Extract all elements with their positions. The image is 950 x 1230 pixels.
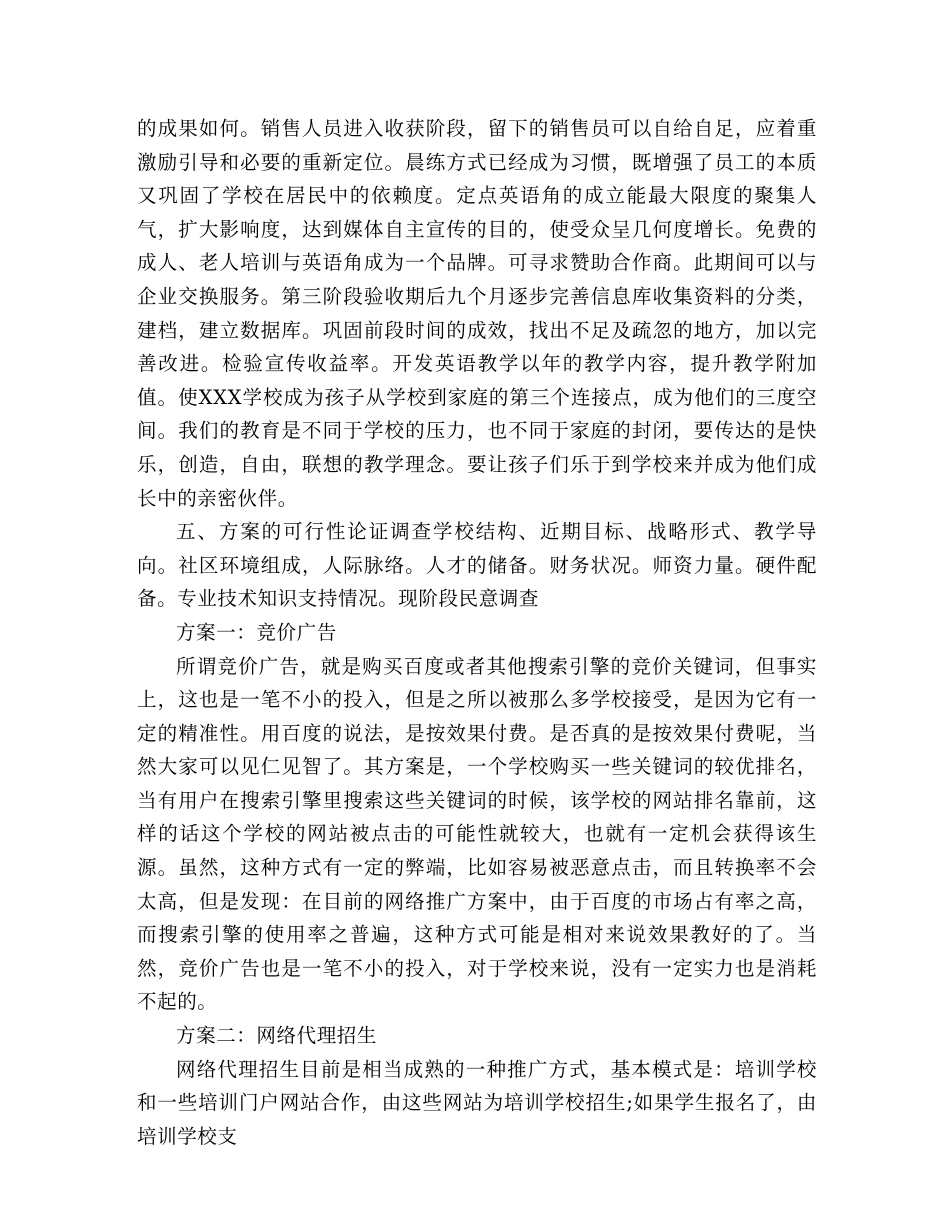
paragraph-feasibility: 五、方案的可行性论证调查学校结构、近期目标、战略形式、教学导向。社区环境组成，人际脉络。人才的储备。财务状况。师资力量。硬件配备。专业技术知识支持情况。现阶段民意调查 bbox=[137, 520, 817, 611]
paragraph-bidding-ads: 所谓竞价广告，就是购买百度或者其他搜索引擎的竞价关键词，但事实上，这也是一笔不小的投入，但是之所以被那么多学校接受，是因为它有一定的精准性。用百度的说法，是按效果付费。是否真的是按效果付费呢，当然大家可以见仁见智了。其方案是，一个学校购买一些关键词的较优排名，当有用户在搜索引擎里搜索这些关键词的时候，该学校的网站排名靠前，这样的话这个学校的网站被点击的可能性就较大，也就有一定机会获得该生源。虽然，这种方式有一定的弊端，比如容易被恶意点击，而且转换率不会太高，但是发现：在目前的网络推广方案中，由于百度的市场占有率之高，而搜索引擎的使用率之普遍，这种方式可能是相对来说效果教好的了。当然，竞价广告也是一笔不小的投入，对于学校来说，没有一定实力也是消耗不起的。 bbox=[137, 654, 817, 1014]
heading-plan-two: 方案二：网络代理招生 bbox=[176, 1024, 378, 1048]
paragraph-continuation: 的成果如何。销售人员进入收获阶段，留下的销售员可以自给自足，应着重激励引导和必要的重新定位。晨练方式已经成为习惯，既增强了员工的本质又巩固了学校在居民中的依赖度。定点英语角的成立能最大限度的聚集人气，扩大影响度，达到媒体自主宣传的目的，使受众呈几何度增长。免费的成人、老人培训与英语角成为一个品牌。可寻求赞助合作商。此期间可以与企业交换服务。第三阶段验收期后九个月逐步完善信息库收集资料的分类，建档，建立数据库。巩固前段时间的成效，找出不足及疏忽的地方，加以完善改进。检验宣传收益率。开发英语教学以年的教学内容，提升教学附加值。使XXX学校成为孩子从学校到家庭的第三个连接点，成为他们的三度空间。我们的教育是不同于学校的压力，也不同于家庭的封闭，要传达的是快乐，创造，自由，联想的教学理念。要让孩子们乐于到学校来并成为他们成长中的亲密伙伴。 bbox=[137, 117, 817, 510]
document-body bbox=[137, 112, 817, 1153]
heading-plan-one: 方案一：竞价广告 bbox=[176, 620, 337, 644]
paragraph-online-agency: 网络代理招生目前是相当成熟的一种推广方式，基本模式是：培训学校和一些培训门户网站合作，由这些网站为培训学校招生;如果学生报名了，由培训学校支 bbox=[137, 1057, 817, 1148]
